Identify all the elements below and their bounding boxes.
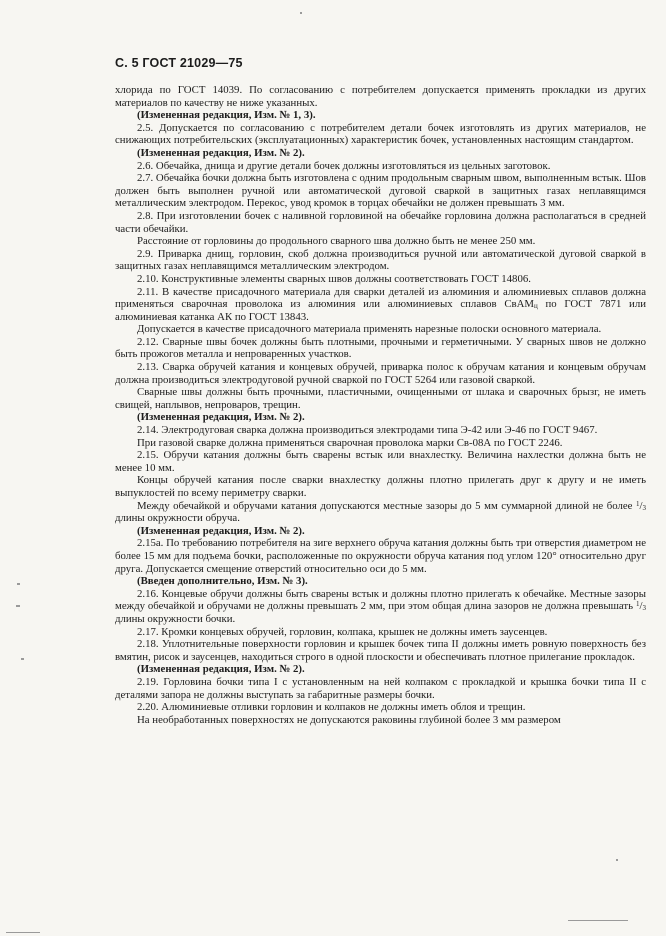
- paragraph: 2.15. Обручи катания должны быть сварены встык или внахлестку. Величина нахлестки должна быть не менее 10 мм.: [115, 449, 646, 474]
- amendment-note: (Измененная редакция, Изм. № 1, 3).: [137, 109, 316, 122]
- paragraph: Концы обручей катания после сварки внахлестку должны плотно прилегать друг к другу и не иметь выпуклостей по всему периметру сварки.: [115, 474, 646, 499]
- paragraph: 2.6. Обечайка, днища и другие детали бочек должны изготовляться из цельных заготовок.: [137, 159, 551, 172]
- paragraph: [115, 286, 646, 324]
- paragraph-text: длины окружности бочки.: [115, 612, 236, 625]
- paragraph: 2.20. Алюминиевые отливки горловин и колпаков не должны иметь облоя и трещин.: [137, 701, 526, 714]
- paragraph: 2.5. Допускается по согласованию с потребителем детали бочек изготовлять из других материалов, не снижающих потребительских (эксплуатационных) характеристик бочек, установленных настоящим стандартом.: [115, 121, 646, 147]
- paragraph: 2.15а. По требованию потребителя на зиге верхнего обруча катания должны быть три отверстия диаметром не более 15 мм для подъема бочки, расположенные по окружности обруча катания под углом 120° относительно друг друга. Допускается смещение отверстий относительно оси до 5 мм.: [115, 537, 646, 575]
- page-header: С. 5 ГОСТ 21029—75: [115, 56, 243, 70]
- paragraph: 2.18. Уплотнительные поверхности горловин и крышек бочек типа II должны иметь ровную поверхность без вмятин, рисок и заусенцев, находиться строго в одной плоскости и обеспечивать плотное прилегание прокладок.: [115, 638, 646, 663]
- paragraph-text: длины окружности обруча.: [115, 512, 240, 525]
- paragraph-text: Между обечайкой и обручами катания допускаются местные зазоры до 5 мм суммарной длиной не более: [137, 499, 636, 512]
- paragraph: [115, 500, 646, 525]
- fraction-slash: /: [639, 600, 643, 613]
- scan-dot: [21, 658, 24, 660]
- paragraph: На необработанных поверхностях не допускаются раковины глубиной более 3 мм размером: [137, 713, 561, 726]
- paragraph: Расстояние от горловины до продольного сварного шва должно быть не менее 250 мм.: [137, 235, 536, 248]
- paragraph-text: 2.11. В качестве присадочного материала для сварки деталей из алюминия и алюминиевых сплавов должна применяться сварочная проволока из алюминия или алюминиевых сплавов СвАМ: [115, 285, 646, 311]
- fraction-denominator: 3: [642, 503, 646, 512]
- paragraph: 2.8. При изготовлении бочек с наливной горловиной на обечайке горловина должна располагаться в средней части обечайки.: [115, 209, 646, 235]
- paragraph: хлорида по ГОСТ 14039. По согласованию с потребителем допускается применять прокладки из других материалов по качеству не ниже указанных.: [115, 84, 646, 109]
- document-body: [115, 84, 646, 726]
- scan-edge-mark: [6, 932, 40, 933]
- scan-dot: [17, 583, 20, 585]
- paragraph: 2.17. Кромки концевых обручей, горловин, колпака, крышек не должны иметь заусенцев.: [137, 625, 548, 638]
- amendment-note: (Измененная редакция, Изм. № 2).: [137, 663, 305, 676]
- fraction-slash: /: [639, 499, 643, 512]
- paragraph: 2.9. Приварка днищ, горловин, скоб должна производиться ручной или автоматической дуговой сваркой в защитных газах неплавящимся металлическим электродом.: [115, 247, 646, 273]
- fraction-numerator: 1: [636, 499, 640, 508]
- paragraph: 2.13. Сварка обручей катания и концевых обручей, приварка полос к обручам катания и концевым обручам должна производиться электродуговой ручной сваркой по ГОСТ 5264 или газовой сваркой.: [115, 361, 646, 386]
- paragraph: [115, 588, 646, 626]
- paragraph: 2.19. Горловина бочки типа I с установленным на ней колпаком с прокладкой и крышка бочки типа II с деталями запора не должны выступать за габаритные размеры бочки.: [115, 675, 646, 701]
- scan-dot: [616, 859, 618, 861]
- amendment-note: (Введен дополнительно, Изм. № 3).: [137, 575, 308, 588]
- scan-dot: [16, 605, 20, 607]
- scan-dot: [300, 12, 302, 14]
- paragraph: При газовой сварке должна применяться сварочная проволока марки Св-08А по ГОСТ 2246.: [137, 436, 563, 449]
- paragraph: Сварные швы должны быть прочными, пластичными, очищенными от шлака и сварочных брызг, не иметь свищей, наплывов, непроваров, трещин.: [115, 386, 646, 411]
- paragraph-text: 2.16. Концевые обручи должны быть сварены встык и должны плотно прилегать к обечайке. Местные зазоры между обечайкой и обручами не должны превышать 2 мм, при этом общая длина зазоров не должна превышать: [115, 587, 646, 613]
- paragraph: 2.14. Электродуговая сварка должна производиться электродами типа Э-42 или Э-46 по ГОСТ 9467.: [137, 424, 598, 437]
- amendment-note: (Измененная редакция, Изм. № 2).: [137, 146, 305, 159]
- subscript: ц: [534, 302, 538, 311]
- amendment-note: (Измененная редакция, Изм. № 2).: [137, 411, 305, 424]
- paragraph: 2.7. Обечайка бочки должна быть изготовлена с одним продольным сварным швом, выполненным встык. Шов должен быть выполнен ручной или автоматической дуговой сваркой в защитных газах неплавящимся металлическим электродом. Перекос, увод кромок в торцах обечайки не должен превышать 3 мм.: [115, 172, 646, 210]
- amendment-note: (Измененная редакция, Изм. № 2).: [137, 524, 305, 537]
- paragraph: 2.12. Сварные швы бочек должны быть плотными, прочными и герметичными. У сварных швов не должно быть прожогов металла и непроваренных участков.: [115, 335, 646, 361]
- paragraph: Допускается в качестве присадочного материала применять нарезные полоски основного материала.: [137, 323, 602, 336]
- fraction-numerator: 1: [636, 600, 640, 609]
- fraction-denominator: 3: [642, 604, 646, 613]
- paragraph: 2.10. Конструктивные элементы сварных швов должны соответствовать ГОСТ 14806.: [137, 272, 531, 285]
- scan-edge-mark: [568, 920, 628, 921]
- paragraph-text: по ГОСТ 7871 или алюминиевая катанка АК по ГОСТ 13843.: [115, 298, 646, 323]
